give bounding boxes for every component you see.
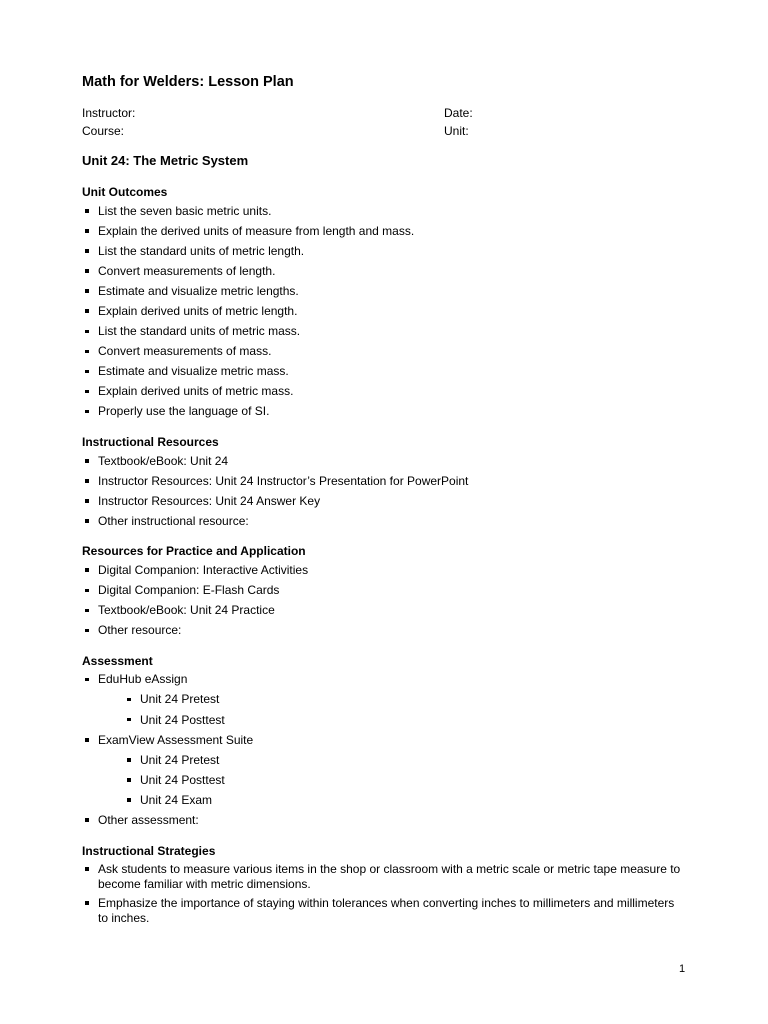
list-item: Ask students to measure various items in the shop or classroom with a metric scale or metric tape measure to become familiar with metric dimensions.: [82, 860, 682, 894]
list-item: Other assessment:: [82, 810, 682, 830]
section-heading: Unit Outcomes: [82, 185, 168, 199]
list-item: ExamView Assessment Suite: [82, 730, 682, 750]
list-item: Estimate and visualize metric lengths.: [82, 281, 682, 301]
practice-list: [82, 560, 682, 640]
page-number: 1: [679, 963, 686, 975]
list-item: Convert measurements of length.: [82, 261, 682, 281]
document-title: Math for Welders: Lesson Plan: [82, 74, 294, 90]
list-item: Unit 24 Exam: [124, 790, 682, 810]
list-item: Digital Companion: Interactive Activities: [82, 560, 682, 580]
list-item: Unit 24 Posttest: [124, 710, 682, 730]
list-item: List the seven basic metric units.: [82, 201, 682, 221]
list-item: Explain derived units of metric length.: [82, 301, 682, 321]
instructional-strategies-section: [82, 843, 682, 928]
list-item: Estimate and visualize metric mass.: [82, 362, 682, 382]
list-item: Explain derived units of metric mass.: [82, 382, 682, 402]
list-item: List the standard units of metric mass.: [82, 322, 682, 342]
assessment-list: [82, 810, 682, 830]
section-heading: Assessment: [82, 653, 153, 668]
practice-resources-section: [82, 543, 682, 640]
list-item: Other instructional resource:: [82, 511, 682, 531]
section-heading: Instructional Resources: [82, 435, 219, 450]
list-item: Instructor Resources: Unit 24 Answer Key: [82, 491, 682, 511]
list-item: Unit 24 Posttest: [124, 770, 682, 790]
list-item: Digital Companion: E-Flash Cards: [82, 581, 682, 601]
list-item: Unit 24 Pretest: [124, 690, 682, 710]
resources-list: [82, 451, 682, 531]
list-item: Convert measurements of mass.: [82, 342, 682, 362]
examview-sublist: [82, 750, 682, 810]
course-field: Course:: [82, 124, 125, 138]
list-item: List the standard units of metric length.: [82, 241, 682, 261]
section-heading: Instructional Strategies: [82, 843, 216, 858]
eduhub-sublist: [82, 690, 682, 730]
list-item: EduHub eAssign: [82, 670, 682, 690]
list-item: Textbook/eBook: Unit 24 Practice: [82, 601, 682, 621]
unit-field: Unit:: [444, 124, 469, 138]
list-item: Properly use the language of SI.: [82, 402, 682, 422]
outcomes-list: [82, 201, 682, 422]
unit-outcomes-section: [82, 184, 682, 422]
list-item: Other resource:: [82, 621, 682, 641]
list-item: Instructor Resources: Unit 24 Instructor’s Presentation for PowerPoint: [82, 471, 682, 491]
strategies-list: [82, 860, 682, 928]
unit-title: Unit 24: The Metric System: [82, 153, 249, 168]
list-item: Emphasize the importance of staying within tolerances when converting inches to millimeters and millimeters to inches.: [82, 894, 682, 928]
assessment-list: [82, 730, 682, 750]
assessment-list: [82, 670, 682, 690]
list-item: Textbook/eBook: Unit 24: [82, 451, 682, 471]
assessment-section: [82, 653, 682, 831]
instructional-resources-section: [82, 434, 682, 531]
date-field: Date:: [444, 106, 473, 120]
lesson-content: [82, 184, 682, 940]
section-heading: Resources for Practice and Application: [82, 544, 306, 559]
list-item: Unit 24 Pretest: [124, 750, 682, 770]
instructor-field: Instructor:: [82, 106, 136, 120]
list-item: Explain the derived units of measure from length and mass.: [82, 221, 682, 241]
